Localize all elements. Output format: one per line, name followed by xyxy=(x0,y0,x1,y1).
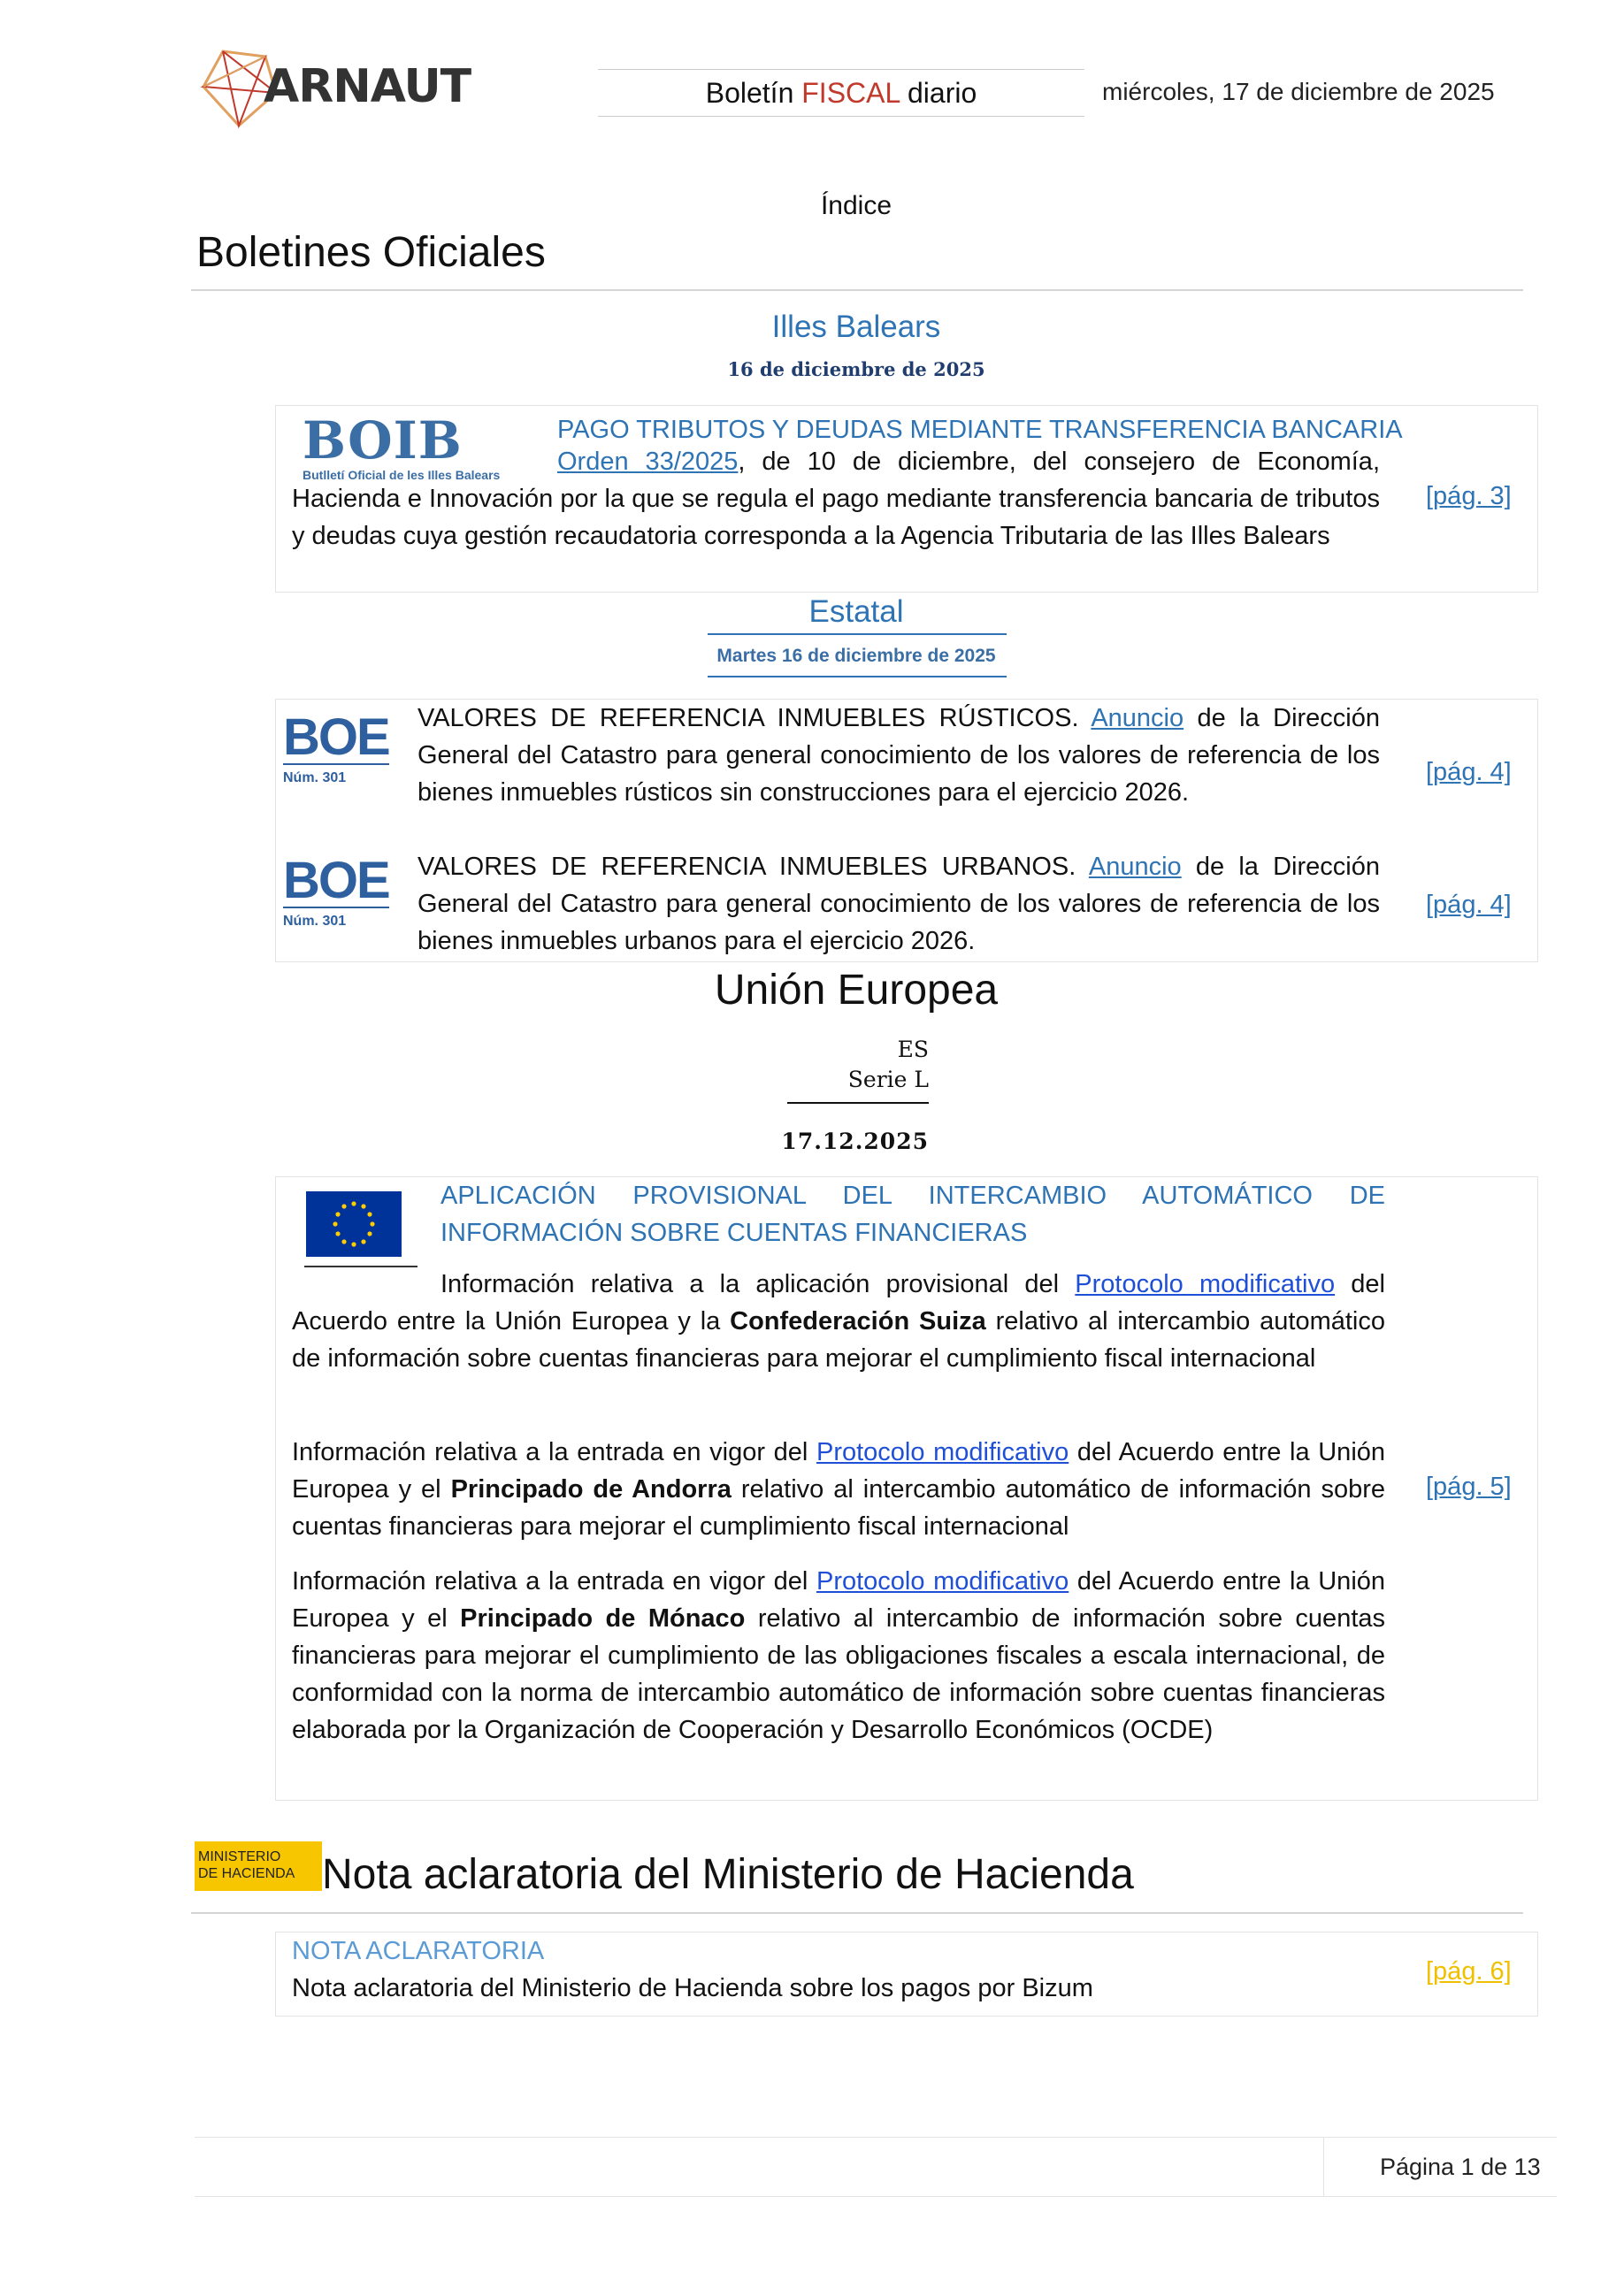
boib-title: PAGO TRIBUTOS Y DEUDAS MEDIANTE TRANSFERENCIA BANCARIA xyxy=(557,416,1403,444)
ue-paragraph-text: relativo al intercambio de información sobre cuentas financieras para mejorar el cumplimiento de las obligaciones fiscales a escala internacional, de conformidad con la norma de intercambio automático de información sobre cuentas financieras elaborada por la Organización de Cooperación y Desarrollo Económicos (OCDE) xyxy=(292,1604,1386,1744)
boe-announcement-link[interactable]: Anuncio xyxy=(1091,704,1184,732)
boe-card xyxy=(275,699,1538,962)
boib-text: , de 10 de diciembre, del consejero de Economía, Hacienda e Innovación por la que se regula el pago mediante transferencia bancaria de tributos y deudas cuya gestión recaudatoria corresponda a la Agencia Tributaria de las Illes Balears xyxy=(292,448,1380,550)
protocol-link[interactable]: Protocolo modificativo xyxy=(1075,1270,1336,1298)
boe-issue-number: Núm. 301 xyxy=(283,763,389,786)
ue-paragraph-text: relativo al intercambio automático de información sobre cuentas financieras para mejorar el cumplimiento fiscal internacional xyxy=(292,1475,1386,1541)
ue-paragraph-text: del Acuerdo entre la Unión Europea y la xyxy=(292,1270,1385,1336)
ue-paragraph xyxy=(292,1563,1385,1749)
ue-paragraph-bold: Confederación Suiza xyxy=(730,1307,986,1336)
hacienda-logo xyxy=(195,1841,322,1891)
footer-separator xyxy=(1323,2138,1324,2196)
boe-item-text xyxy=(417,848,1380,960)
company-logo xyxy=(196,44,471,133)
ue-paragraph-bold: Principado de Mónaco xyxy=(460,1604,746,1633)
region-title-estatal: Estatal xyxy=(808,594,904,629)
doue-date: 17.12.2025 xyxy=(781,1129,929,1154)
nota-text: Nota aclaratoria del Ministerio de Hacienda sobre los pagos por Bizum xyxy=(292,1974,1093,2002)
doue-divider xyxy=(787,1102,929,1104)
boe-item-body: de la Dirección General del Catastro para general conocimiento de los valores de referencia de los bienes inmuebles urbanos para el ejercicio 2026. xyxy=(417,853,1380,955)
ue-paragraph-text: Información relativa a la entrada en vigor del xyxy=(292,1438,816,1466)
boe-issue-number: Núm. 301 xyxy=(283,907,389,930)
boib-card xyxy=(275,405,1538,593)
index-label: Índice xyxy=(820,191,892,220)
boib-order-link[interactable]: Orden 33/2025 xyxy=(557,448,739,476)
boe-item-body: de la Dirección General del Catastro para general conocimiento de los valores de referencia de los bienes inmuebles rústicos sin construcciones para el ejercicio 2026. xyxy=(417,704,1380,807)
boe-item-title: VALORES DE REFERENCIA INMUEBLES RÚSTICOS. xyxy=(417,704,1079,732)
section-title-ue: Unión Europea xyxy=(714,967,999,1014)
ue-paragraph-text: Información relativa a la entrada en vigor del xyxy=(292,1567,816,1596)
boib-body xyxy=(292,443,1380,555)
boib-logo-text: BOIB xyxy=(303,410,463,471)
region-title-baleares: Illes Balears xyxy=(771,310,941,344)
footer-page-number: Página 1 de 13 xyxy=(1380,2154,1541,2180)
boe-page-link[interactable]: [pág. 4] xyxy=(1426,891,1512,919)
region-date-baleares: 16 de diciembre de 2025 xyxy=(727,358,985,380)
nota-card xyxy=(275,1932,1538,2017)
ue-page-link[interactable]: [pág. 5] xyxy=(1426,1473,1512,1501)
bulletin-title-box xyxy=(598,69,1084,117)
hacienda-logo-line2: DE HACIENDA xyxy=(198,1866,295,1881)
ue-title: APLICACIÓN PROVISIONAL DEL INTERCAMBIO AUTOMÁTICO DE INFORMACIÓN SOBRE CUENTAS FINANCIERAS xyxy=(440,1182,1385,1247)
boe-item-title: VALORES DE REFERENCIA INMUEBLES URBANOS. xyxy=(417,853,1076,881)
region-date-estatal: Martes 16 de diciembre de 2025 xyxy=(716,646,996,666)
ue-paragraph-text: del Acuerdo entre la Unión Europea y el xyxy=(292,1567,1386,1633)
ue-paragraph xyxy=(292,1434,1385,1545)
eu-flag-icon xyxy=(306,1191,402,1257)
ue-paragraph-bold: Principado de Andorra xyxy=(450,1475,732,1504)
bulletin-prefix: Boletín xyxy=(705,77,802,109)
doue-lang: ES xyxy=(897,1037,929,1062)
section-divider xyxy=(191,1912,1523,1914)
protocol-link[interactable]: Protocolo modificativo xyxy=(816,1438,1069,1466)
bulletin-accent: FISCAL xyxy=(801,77,900,109)
ue-paragraph-text: relativo al intercambio automático de información sobre cuentas financieras para mejorar el cumplimiento fiscal internacional xyxy=(292,1307,1385,1373)
estatal-underline xyxy=(708,633,1007,635)
nota-title: NOTA ACLARATORIA xyxy=(292,1937,545,1965)
ue-paragraph-text: Información relativa a la aplicación provisional del xyxy=(440,1270,1076,1298)
brand-name: ARNAUT xyxy=(264,60,471,113)
bulletin-suffix: diario xyxy=(900,77,977,109)
protocol-link[interactable]: Protocolo modificativo xyxy=(816,1567,1069,1596)
header-date: miércoles, 17 de diciembre de 2025 xyxy=(1102,78,1495,105)
boe-logo-text: BOE xyxy=(283,852,389,909)
doue-serie: Serie L xyxy=(847,1067,929,1092)
doue-header xyxy=(778,1035,929,1154)
boe-page-link[interactable]: [pág. 4] xyxy=(1426,758,1512,786)
boib-logo-sub: Butlletí Oficial de les Illes Balears xyxy=(303,468,501,482)
boe-logo xyxy=(283,852,389,930)
nota-page-link[interactable]: [pág. 6] xyxy=(1426,1957,1512,1986)
boe-logo xyxy=(283,708,389,786)
estatal-date-underline xyxy=(708,676,1007,677)
ue-paragraph xyxy=(292,1266,1385,1377)
footer-box xyxy=(195,2137,1557,2197)
boe-item-text xyxy=(417,700,1380,811)
hacienda-logo-line1: MINISTERIO xyxy=(198,1849,281,1864)
section-title-nota: Nota aclaratoria del Ministerio de Hacienda xyxy=(322,1851,1134,1898)
section-title-boletines: Boletines Oficiales xyxy=(196,229,546,276)
section-divider xyxy=(191,289,1523,291)
ue-paragraph-text: del Acuerdo entre la Unión Europea y el xyxy=(292,1438,1386,1504)
boe-logo-text: BOE xyxy=(283,708,389,766)
ue-card xyxy=(275,1176,1538,1801)
boe-announcement-link[interactable]: Anuncio xyxy=(1088,853,1182,881)
boib-page-link[interactable]: [pág. 3] xyxy=(1426,482,1512,510)
